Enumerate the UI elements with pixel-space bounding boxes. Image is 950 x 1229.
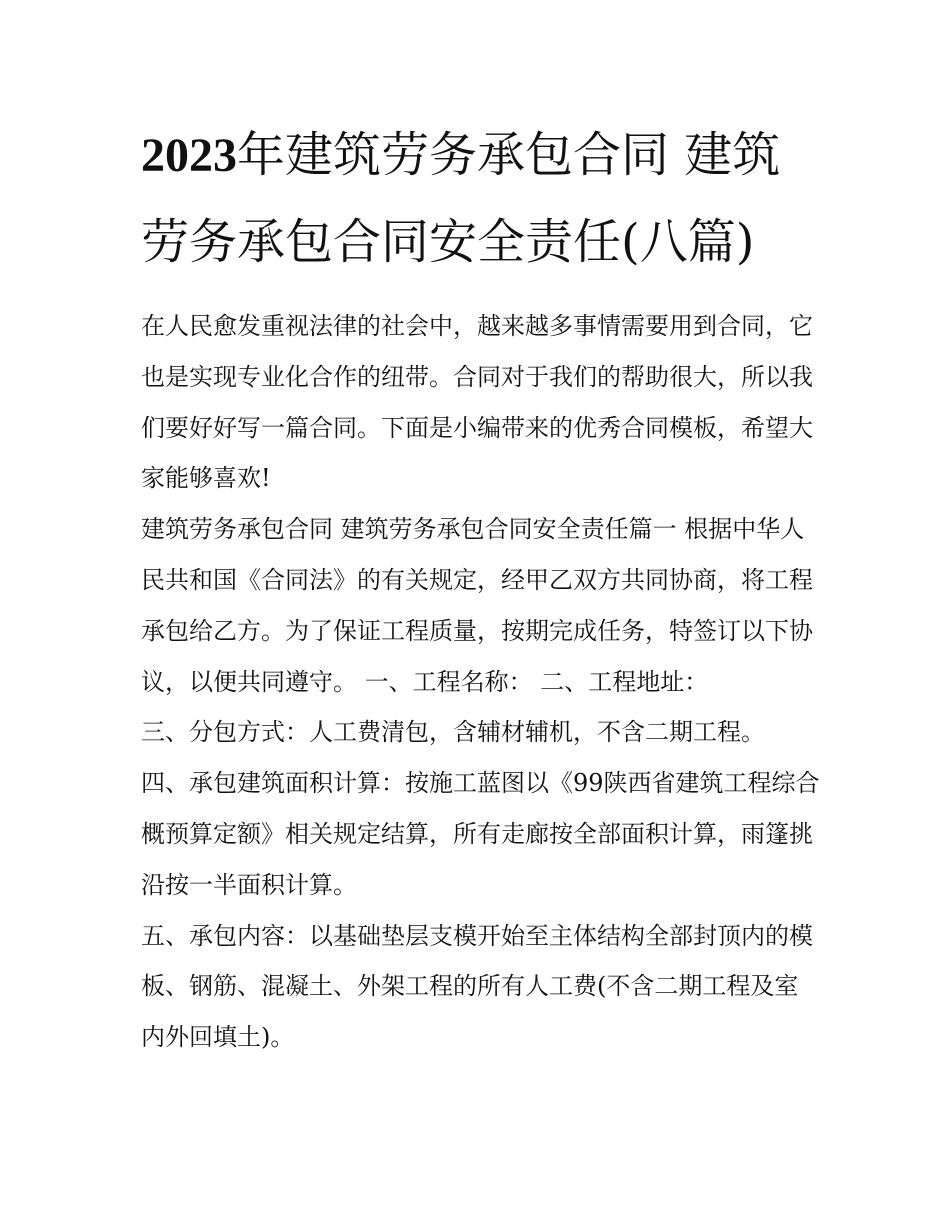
document-title (141, 112, 821, 285)
title-year: 2023 (141, 129, 237, 182)
paragraph-intro: 在人民愈发重视法律的社会中，越来越多事情需要用到合同，它也是实现专业化合作的纽带。合同对于我们的帮助很大，所以我们要好好写一篇合同。下面是小编带来的优秀合同模板，希望大家能够喜欢! (141, 312, 813, 493)
paragraph-clause-5: 五、承包内容：以基础垫层支模开始至主体结构全部封顶内的模板、钢筋、混凝土、外架工程的所有人工费(不含二期工程及室内外回填土)。 (141, 921, 813, 1052)
paragraph-clause-4: 四、承包建筑面积计算：按施工蓝图以《99陕西省建筑工程综合概预算定额》相关规定结算，所有走廊按全部面积计算，雨篷挑沿按一半面积计算。 (141, 769, 820, 899)
paragraph-section-one: 建筑劳务承包合同 建筑劳务承包合同安全责任篇一 根据中华人民共和国《合同法》的有关规定，经甲乙双方共同协商，将工程承包给乙方。为了保证工程质量，按期完成任务，特签订以下协议，以便共同遵守。 一、工程名称： 二、工程地址： (141, 515, 813, 696)
title-text: 年建筑劳务承包合同 建筑劳务承包合同安全责任(八篇) (141, 127, 781, 270)
document-body (141, 301, 821, 1063)
paragraph-clause-3: 三、分包方式：人工费清包，含辅材辅机，不含二期工程。 (141, 718, 765, 747)
document-content (141, 112, 821, 1063)
